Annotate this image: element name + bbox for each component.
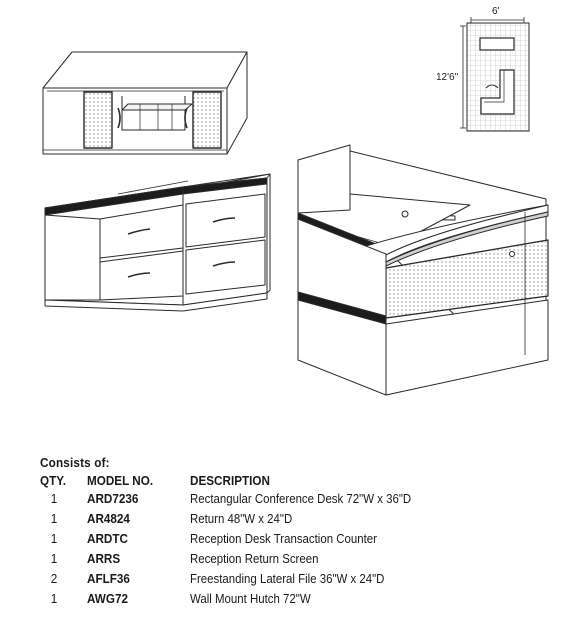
qty-cell: 1 [50,591,58,606]
parts-list-heading: Consists of: [40,455,110,470]
model-number-cell: ARDTC [87,531,128,546]
qty-cell: 1 [50,491,58,506]
description-cell: Return 48"W x 24"D [190,511,293,526]
floorplan-depth-label: 12'6" [436,72,459,83]
model-column-header: MODEL NO. [87,473,154,488]
description-cell: Reception Return Screen [190,551,319,566]
model-number-cell: ARRS [87,551,121,566]
parts-list [40,455,540,610]
table-row [40,490,540,510]
lateral-files-drawing [45,174,270,311]
model-number-cell: ARD7236 [87,491,139,506]
wall-mount-hutch-drawing [43,52,247,154]
qty-cell: 1 [50,531,58,546]
floorplan-diagram [436,6,529,131]
table-row [40,570,540,590]
model-number-cell: AFLF36 [87,571,130,586]
description-column-header: DESCRIPTION [190,473,270,488]
table-row [40,510,540,530]
description-cell: Rectangular Conference Desk 72"W x 36"D [190,491,412,506]
qty-cell: 1 [50,511,58,526]
parts-list-header-row [40,472,540,490]
table-row [40,530,540,550]
table-row [40,550,540,570]
floorplan-width-label: 6' [492,6,500,17]
model-number-cell: AWG72 [87,591,128,606]
qty-cell: 2 [50,571,58,586]
description-cell: Wall Mount Hutch 72"W [190,591,311,606]
parts-list-rows [40,490,540,610]
table-row [40,590,540,610]
qty-column-header: QTY. [40,473,67,488]
qty-cell: 1 [50,551,58,566]
description-cell: Freestanding Lateral File 36"W x 24"D [190,571,385,586]
reception-desk-drawing [298,145,548,395]
description-cell: Reception Desk Transaction Counter [190,531,377,546]
model-number-cell: AR4824 [87,511,130,526]
